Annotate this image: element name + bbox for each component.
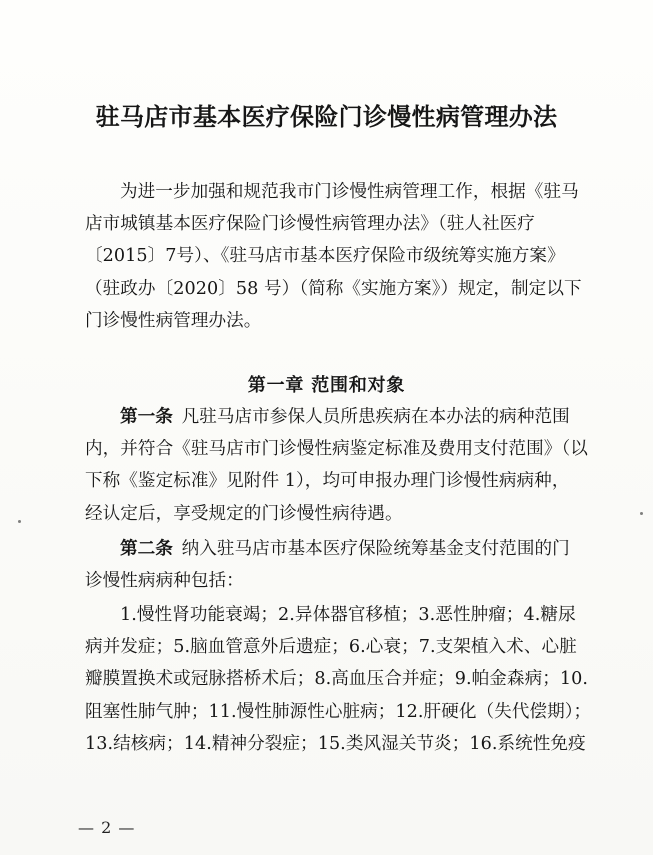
article-1-first-line [85, 401, 590, 433]
disease-line: 瓣膜置换术或冠脉搭桥术后；8.高血压合并症；9.帕金森病；10. [85, 669, 588, 690]
article-2 [85, 533, 590, 597]
article-1-text: 凡驻马店市参保人员所患疾病在本办法的病种范围 [181, 407, 570, 427]
intro-line: 门诊慢性病管理办法。 [85, 310, 262, 331]
article-2-label: 第二条 [120, 539, 173, 559]
intro-line: 〔2015〕7号）、《驻马店市基本医疗保险市级统筹实施方案》 [85, 246, 565, 267]
article-1 [85, 401, 590, 530]
disease-line: 阻塞性肺气肿；11.慢性肺源性心脏病；12.肝硬化（失代偿期）； [85, 701, 592, 722]
disease-line: 病并发症；5.脑血管意外后遗症；6.心衰；7.支架植入术、心脏 [85, 637, 577, 658]
intro-paragraph [85, 176, 590, 337]
article-2-text: 纳入驻马店市基本医疗保险统筹基金支付范围的门 [181, 539, 570, 559]
disease-line: 13.结核病；14.精神分裂症；15.类风湿关节炎；16.系统性免疫 [85, 733, 586, 754]
article-1-line: 内，并符合《驻马店市门诊慢性病鉴定标准及费用支付范围》（以 [85, 439, 588, 460]
article-1-line: 下称《鉴定标准》见附件 1），均可申报办理门诊慢性病病种， [85, 471, 570, 492]
scan-speck [18, 520, 21, 523]
chapter-title: 第一章 范围和对象 [247, 375, 406, 396]
intro-line: 店市城镇基本医疗保险门诊慢性病管理办法》（驻人社医疗 [85, 214, 535, 235]
scan-speck [640, 512, 643, 515]
document-title: 驻马店市基本医疗保险门诊慢性病管理办法 [95, 102, 558, 131]
article-1-label: 第一条 [120, 407, 173, 427]
page-number: — 2 — [78, 818, 136, 837]
article-1-line: 经认定后，享受规定的门诊慢性病待遇。 [85, 503, 403, 524]
disease-line: 1.慢性肾功能衰竭；2.异体器官移植；3.恶性肿瘤；4.糖尿 [120, 605, 576, 625]
intro-line: （驻政办〔2020〕58 号）（简称《实施方案》）规定，制定以下 [85, 278, 582, 299]
disease-list [85, 599, 590, 760]
article-2-first-line [85, 533, 590, 565]
article-2-line: 诊慢性病病种包括： [85, 571, 244, 592]
intro-line: 为进一步加强和规范我市门诊慢性病管理工作，根据《驻马 [120, 182, 579, 202]
